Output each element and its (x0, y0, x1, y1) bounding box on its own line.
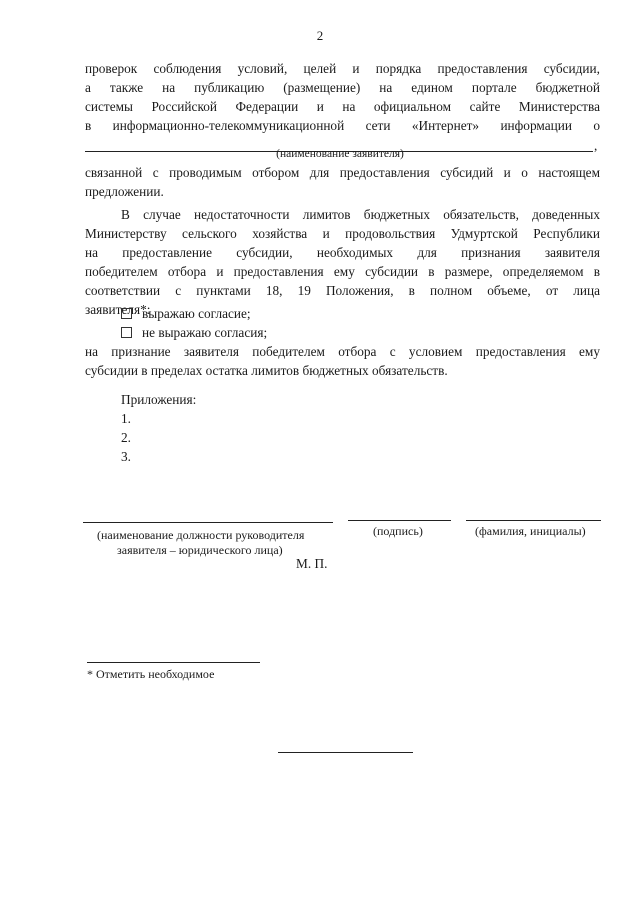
attachment-item: 2. (121, 430, 131, 445)
attachments-title: Приложения: (121, 392, 197, 407)
paragraph2-line: на предоставление субсидии, необходимых для признания заявителя (85, 245, 600, 260)
paragraph2-line: В случае недостаточности лимитов бюджетных обязательств, доведенных (121, 207, 600, 222)
position-line (83, 522, 333, 523)
signature-caption: (подпись) (373, 524, 423, 538)
position-caption: (наименование должности руководителя (97, 528, 305, 542)
option-agree[interactable] (121, 305, 251, 322)
paragraph1-tail-line: предложении. (85, 184, 164, 199)
position-caption-line2: заявителя – юридического лица) (117, 543, 283, 557)
option-disagree[interactable] (121, 324, 267, 341)
attachment-item: 1. (121, 411, 131, 426)
checkbox-disagree[interactable] (121, 327, 132, 338)
footnote: * Отметить необходимое (87, 667, 215, 681)
signature-line (348, 520, 451, 521)
paragraph3-line: на признание заявителя победителем отбора с условием предоставления ему (85, 344, 600, 359)
paragraph2-line: заявителя*: (85, 302, 151, 317)
paragraph1-tail-line: связанной с проводимым отбором для предоставления субсидий и о настоящем (85, 165, 600, 180)
applicant-caption: (наименование заявителя) (276, 148, 404, 160)
name-line (466, 520, 601, 521)
attachment-item: 3. (121, 449, 131, 464)
paragraph2-line: победителем отбора и предоставления ему субсидии в размере, определяемом в (85, 264, 600, 279)
paragraph1-line: а также на публикацию (размещение) на едином портале бюджетной (85, 80, 600, 95)
name-caption: (фамилия, инициалы) (475, 524, 586, 538)
paragraph1-line: системы Российской Федерации и на официальном сайте Министерства (85, 99, 600, 114)
option-agree-label: выражаю согласие; (142, 306, 251, 321)
closing-separator (278, 752, 413, 753)
paragraph1-line: проверок соблюдения условий, целей и порядка предоставления субсидии, (85, 61, 600, 76)
stamp-mark: М. П. (296, 556, 328, 571)
checkbox-agree[interactable] (121, 308, 132, 319)
paragraph3-line: субсидии в пределах остатка лимитов бюджетных обязательств. (85, 363, 448, 378)
paragraph2-line: Министерству сельского хозяйства и продовольствия Удмуртской Республики (85, 226, 600, 241)
page-number: 2 (316, 28, 324, 43)
option-disagree-label: не выражаю согласия; (142, 325, 268, 340)
paragraph1-line: в информационно-телекоммуникационной сети «Интернет» информации о (85, 118, 600, 133)
footnote-separator (87, 662, 260, 663)
trailing-comma: , (594, 138, 598, 153)
paragraph2-line: соответствии с пунктами 18, 19 Положения, в полном объеме, от лица (85, 283, 600, 298)
